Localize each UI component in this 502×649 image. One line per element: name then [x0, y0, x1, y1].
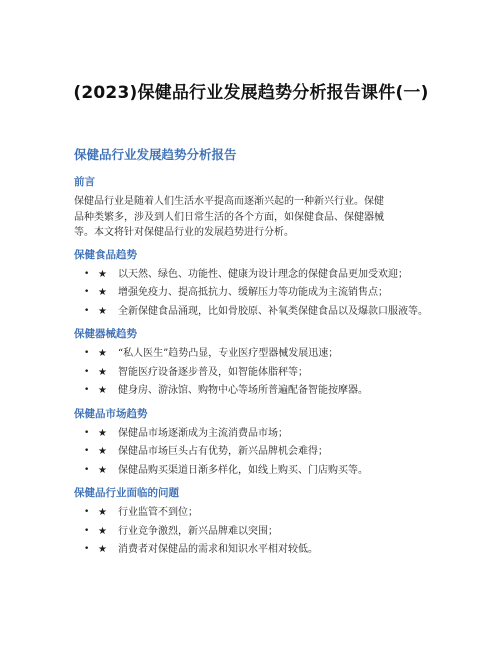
document-title: (2023)保健品行业发展趋势分析报告课件(一)	[73, 83, 429, 103]
section-heading-food: 保健食品趋势	[74, 248, 137, 261]
bullet-icon: •	[84, 268, 90, 279]
list-item-text: 全新保健食品涌现，比如骨胶原、补氧类保健食品以及爆款口服液等。	[118, 305, 428, 317]
section-heading-preface: 前言	[74, 176, 95, 188]
preface-paragraph: 保健品行业是随着人们生活水平提高而逐渐兴起的一种新兴行业。保健品种类繁多，涉及到人们日常生活的各个方面，如保健食品、保健器械等。本文将针对保健品行业的发展趋势进行分析。	[74, 196, 384, 238]
bullet-icon: •	[84, 544, 90, 554]
issues-list	[74, 505, 444, 558]
market-trend-list	[74, 426, 444, 479]
section-heading-issues: 保健品行业面临的问题	[74, 487, 179, 499]
bullet-icon: •	[84, 525, 90, 536]
list-item-text: 消费者对保健品的需求和知识水平相对较低。	[118, 544, 318, 555]
list-item	[74, 426, 444, 442]
section-heading-devices: 保健器械趋势	[74, 328, 137, 340]
star-icon: ★	[98, 446, 107, 457]
star-icon: ★	[98, 525, 107, 537]
star-icon: ★	[98, 268, 107, 280]
list-item-text: 保健品市场逐渐成为主流消费品市场；	[118, 427, 288, 439]
list-item	[74, 304, 444, 320]
list-item	[74, 463, 444, 479]
list-item	[74, 365, 444, 381]
list-item	[74, 383, 444, 399]
list-item-text: 保健品购买渠道日渐多样化，如线上购买、门店购买等。	[118, 464, 368, 476]
report-title: 保健品行业发展趋势分析报告	[74, 147, 237, 162]
list-item-text: 增强免疫力、提高抵抗力、缓解压力等功能成为主流销售点；	[118, 287, 388, 298]
bullet-icon: •	[84, 287, 90, 297]
list-item-text: 健身房、游泳馆、购物中心等场所普遍配备智能按摩器。	[118, 385, 368, 396]
device-trend-list	[74, 346, 444, 399]
star-icon: ★	[98, 366, 107, 378]
list-item	[74, 444, 444, 460]
section-heading-market: 保健品市场趋势	[74, 407, 148, 420]
list-item-text: 以天然、绿色、功能性、健康为设计理念的保健食品更加受欢迎；	[118, 268, 408, 280]
star-icon: ★	[98, 544, 107, 555]
list-item	[74, 346, 444, 362]
list-item	[74, 542, 444, 558]
list-item	[74, 267, 444, 283]
star-icon: ★	[98, 464, 107, 476]
report-body	[74, 146, 444, 566]
bullet-icon: •	[84, 446, 90, 456]
list-item-text: 行业竞争激烈，新兴品牌难以突围；	[118, 525, 278, 537]
list-item	[74, 524, 444, 540]
list-item	[74, 505, 444, 521]
bullet-icon: •	[84, 348, 90, 358]
bullet-icon: •	[84, 305, 90, 316]
list-item-text: 智能医疗设备逐步普及，如智能体脂秤等；	[118, 366, 308, 378]
bullet-icon: •	[84, 385, 90, 395]
food-trend-list	[74, 267, 444, 320]
star-icon: ★	[98, 287, 107, 298]
bullet-icon: •	[84, 427, 90, 438]
bullet-icon: •	[84, 464, 90, 475]
bullet-icon: •	[84, 507, 90, 517]
star-icon: ★	[98, 427, 107, 439]
star-icon: ★	[98, 348, 107, 359]
list-item	[74, 285, 444, 301]
star-icon: ★	[98, 507, 107, 518]
list-item-text: 行业监管不到位；	[118, 507, 198, 518]
star-icon: ★	[98, 305, 107, 317]
list-item-text: 保健品市场巨头占有优势，新兴品牌机会难得；	[118, 446, 328, 457]
bullet-icon: •	[84, 366, 90, 377]
list-item-text: “私人医生”趋势凸显，专业医疗型器械发展迅速；	[118, 348, 339, 359]
star-icon: ★	[98, 385, 107, 396]
